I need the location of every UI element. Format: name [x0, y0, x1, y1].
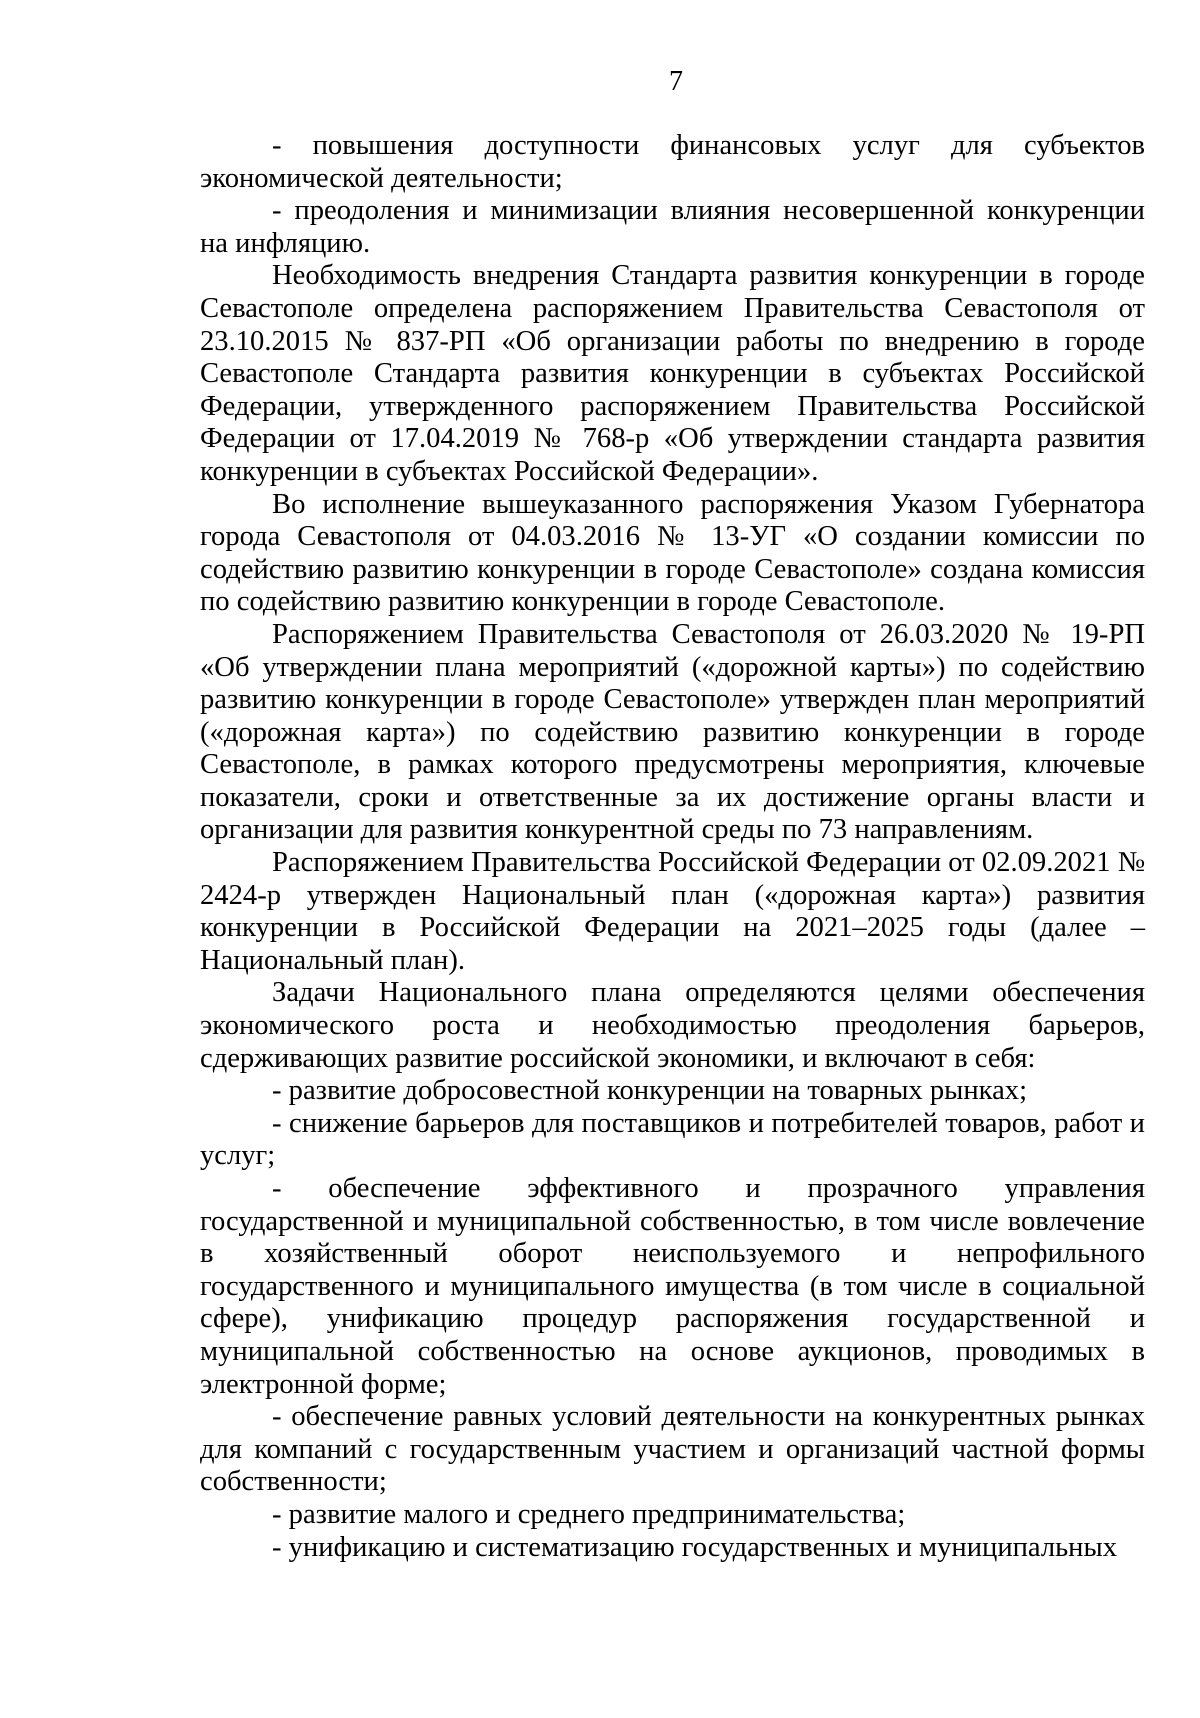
list-item-equal-conditions: - обеспечение равных условий деятельности на конкурентных рынках для компаний с государственным участием и организаций частной формы собственности; — [200, 1401, 1145, 1498]
paragraph-standard-necessity: Необходимость внедрения Стандарта развития конкуренции в городе Севастополе определена распоряжением Правительства Севастополя от 23.10.2015 № 837-РП «Об организации работы по внедрению в городе Севастополе Стандарта развития конкуренции в субъектах Российской Федерации, утвержденного распоряжением Правительства Российской Федерации от 17.04.2019 № 768-р «Об утверждении стандарта развития конкуренции в субъектах Российской Федерации». — [200, 260, 1145, 487]
paragraph-inflation: - преодоления и минимизации влияния несовершенной конкуренции на инфляцию. — [200, 195, 1145, 259]
paragraph-national-plan: Распоряжением Правительства Российской Федерации от 02.09.2021 № 2424-р утвержден Национальный план («дорожная карта») развития конкуренции в Российской Федерации на 2021–2025 годы (далее – Национальный план). — [200, 847, 1145, 976]
list-item-property-management: - обеспечение эффективного и прозрачного управления государственной и муниципальной собственностью, в том числе вовлечение в хозяйственный оборот неиспользуемого и непрофильного государственного и муниципального имущества (в том числе в социальной сфере), унификацию процедур распоряжения государственной и муниципальной собственностью на основе аукционов, проводимых в электронной форме; — [200, 1173, 1145, 1400]
list-item-small-business: - развитие малого и среднего предпринимательства; — [272, 1498, 906, 1530]
paragraph-financial-services: - повышения доступности финансовых услуг для субъектов экономической деятельности; — [200, 130, 1145, 194]
document-body — [200, 130, 1145, 1564]
list-item-barriers: - снижение барьеров для поставщиков и потребителей товаров, работ и услуг; — [200, 1107, 1145, 1172]
page-number: 7 — [669, 66, 683, 97]
paragraph-plan-tasks: Задачи Национального плана определяются целями обеспечения экономического роста и необходимостью преодоления барьеров, сдерживающих развитие российской экономики, и включают в себя: — [200, 977, 1145, 1074]
list-item-unification: - унификацию и систематизацию государственных и муниципальных — [272, 1531, 1117, 1563]
paragraph-commission: Во исполнение вышеуказанного распоряжения Указом Губернатора города Севастополя от 04.03.2016 № 13-УГ «О создании комиссии по содействию развитию конкуренции в городе Севастополе» создана комиссия по содействию развитию конкуренции в городе Севастополе. — [200, 488, 1145, 618]
list-item-fair-competition: - развитие добросовестной конкуренции на товарных рынках; — [272, 1075, 1028, 1107]
paragraph-roadmap-sevastopol: Распоряжением Правительства Севастополя от 26.03.2020 № 19-РП «Об утверждении плана мероприятий («дорожной карты») по содействию развитию конкуренции в городе Севастополе» утвержден план мероприятий («дорожная карта») по содействию развитию конкуренции в городе Севастополе, в рамках которого предусмотрены мероприятия, ключевые показатели, сроки и ответственные за их достижение органы власти и организации для развития конкурентной среды по 73 направлениям. — [200, 618, 1145, 846]
